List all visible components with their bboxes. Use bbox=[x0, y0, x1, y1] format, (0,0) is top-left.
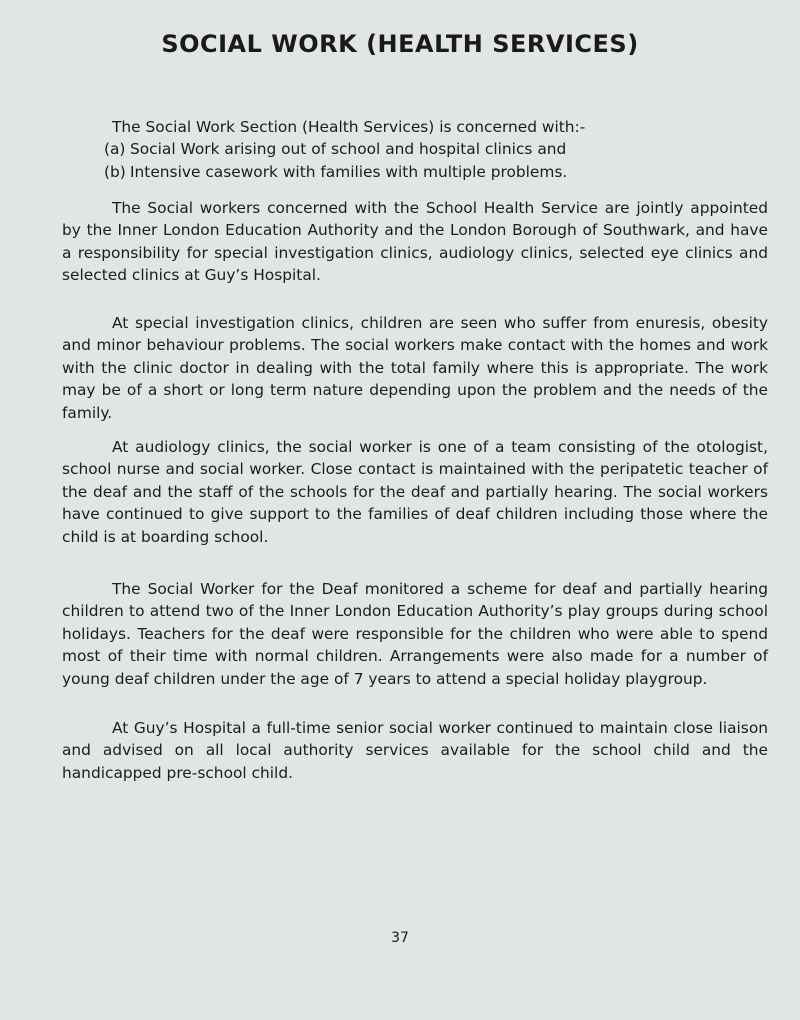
list-item-text: Social Work arising out of school and hospital clinics and bbox=[130, 140, 567, 159]
paragraph-guys-hospital: At Guy’s Hospital a full-time senior social worker continued to maintain close liaison and advised on all local authority services available for the school child and the handicapped pre-school child. bbox=[62, 719, 768, 782]
list-item-a bbox=[62, 138, 768, 160]
page-number: 37 bbox=[391, 930, 409, 946]
page-title: SOCIAL WORK (HEALTH SERVICES) bbox=[161, 30, 639, 58]
paragraph-audiology-clinics: At audiology clinics, the social worker is one of a team consisting of the otologist, school nurse and social worker. Close contact is maintained with the peripatetic teacher of the deaf and the staff of the schools for the deaf and partially hearing. The social workers have continued to give support to the families of deaf children including those where the child is at boarding school. bbox=[62, 438, 768, 546]
list-item-text: Intensive casework with families with multiple problems. bbox=[130, 162, 568, 181]
list-marker: (a) bbox=[104, 140, 126, 159]
paragraph-appointment: The Social workers concerned with the School Health Service are jointly appointed by the Inner London Education Authority and the London Borough of Southwark, and have a responsibility for special investigation clinics, audiology clinics, selected eye clinics and selected clinics at Guy’s Hospital. bbox=[62, 199, 768, 285]
list-marker: (b) bbox=[104, 162, 126, 181]
paragraph-investigation-clinics: At special investigation clinics, children are seen who suffer from enuresis, obesity and minor behaviour problems. The social workers make contact with the homes and work with the clinic doctor in dealing with the total family where this is appropriate. The work may be of a short or long term nature depending upon the problem and the needs of the family. bbox=[62, 314, 768, 422]
paragraph-deaf-play-groups: The Social Worker for the Deaf monitored a scheme for deaf and partially hearing children to attend two of the Inner London Education Authority’s play groups during school holidays. Teachers for the deaf were responsible for the children who were able to spend most of their time with normal children. Arrangements were also made for a number of young deaf children under the age of 7 years to attend a special holiday playgroup. bbox=[62, 580, 768, 688]
intro-block bbox=[62, 116, 768, 183]
intro-line: The Social Work Section (Health Services) is concerned with:- bbox=[112, 118, 586, 136]
list-item-b bbox=[62, 161, 768, 183]
